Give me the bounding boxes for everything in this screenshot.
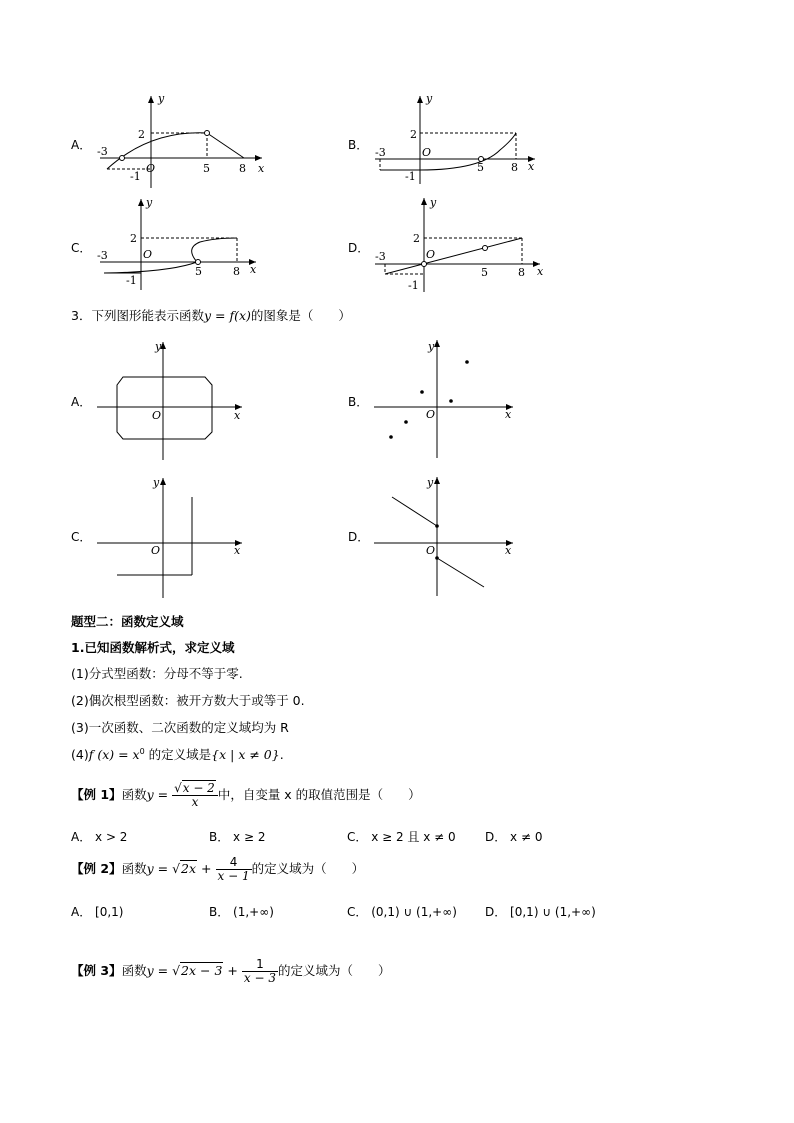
svg-text:O: O bbox=[143, 248, 153, 261]
q2-option-b-letter[interactable]: B． bbox=[348, 138, 369, 152]
section-title: 题型二：函数定义域 bbox=[71, 614, 184, 629]
svg-text:O: O bbox=[426, 408, 436, 421]
example-3-tag: 【例 3】 bbox=[71, 963, 122, 978]
example-3-stem: 【例 3】函数y = √2x − 3 + $\frac{1}{x - 3}$ 的定义域为（ ） bbox=[71, 957, 391, 985]
example-1-pre: 函数 bbox=[121, 787, 147, 802]
example-3-lhs: y = bbox=[146, 963, 169, 978]
svg-text:5: 5 bbox=[477, 161, 484, 174]
example-3-numerator: 1 bbox=[242, 958, 278, 972]
x-axis-label: x bbox=[258, 162, 265, 175]
rule-4-exp: 0 bbox=[139, 746, 145, 756]
svg-text:y: y bbox=[153, 476, 160, 489]
svg-text:-3: -3 bbox=[97, 249, 108, 262]
example-2-option-d[interactable]: D． [0,1) ∪ (1,+∞) bbox=[485, 905, 596, 919]
example-3-fraction bbox=[242, 958, 278, 985]
rule-4-func: f (x) = x bbox=[88, 747, 140, 762]
svg-text:-1: -1 bbox=[126, 274, 137, 287]
rule-3: (3)一次函数、二次函数的定义域均为 R bbox=[71, 720, 289, 735]
tick-label: 5 bbox=[203, 162, 210, 175]
y-axis-label: y bbox=[158, 92, 165, 105]
example-2-fraction bbox=[216, 856, 252, 883]
example-1-lhs: y = bbox=[146, 787, 169, 802]
example-1-option-b[interactable]: B． x ≥ 2 bbox=[209, 830, 266, 844]
rule-4-end: . bbox=[279, 747, 284, 762]
svg-text:y: y bbox=[426, 92, 433, 105]
example-2-stem: 【例 2】函数y = √2x + $\frac{4}{x - 1}$ 的定义域为（ ） bbox=[71, 855, 365, 883]
example-1-numerator: x − 2 bbox=[182, 781, 215, 795]
example-1-post: 中，自变量 x 的取值范围是（ ） bbox=[217, 787, 421, 802]
svg-text:2: 2 bbox=[410, 128, 417, 141]
svg-text:x: x bbox=[505, 544, 512, 557]
svg-text:x: x bbox=[250, 263, 257, 276]
svg-text:2: 2 bbox=[413, 232, 420, 245]
example-2-option-c[interactable]: C． (0,1) ∪ (1,+∞) bbox=[347, 905, 457, 919]
svg-text:O: O bbox=[426, 248, 436, 261]
tick-label: 2 bbox=[138, 128, 145, 141]
example-1-tag: 【例 1】 bbox=[71, 787, 122, 802]
svg-text:O: O bbox=[426, 544, 436, 557]
rule-4-mid: 的定义域是 bbox=[144, 747, 212, 762]
svg-text:y: y bbox=[146, 196, 153, 209]
example-2-numerator: 4 bbox=[216, 856, 252, 870]
svg-text:O: O bbox=[422, 146, 432, 159]
example-1-denominator: x bbox=[191, 795, 199, 809]
svg-text:y: y bbox=[155, 340, 162, 353]
svg-text:-1: -1 bbox=[408, 279, 419, 292]
example-1-option-c[interactable]: C． x ≥ 2 且 x ≠ 0 bbox=[347, 830, 456, 844]
example-3-denominator: x − 3 bbox=[243, 971, 276, 985]
svg-text:x: x bbox=[528, 160, 535, 173]
svg-text:5: 5 bbox=[481, 266, 488, 279]
example-2-option-a[interactable]: A． [0,1) bbox=[71, 905, 124, 919]
example-1-option-d[interactable]: D． x ≠ 0 bbox=[485, 830, 543, 844]
svg-text:y: y bbox=[427, 476, 434, 489]
svg-text:x: x bbox=[234, 544, 241, 557]
example-2-option-b[interactable]: B． (1,+∞) bbox=[209, 905, 274, 919]
svg-text:x: x bbox=[234, 409, 241, 422]
example-2-plus: + bbox=[201, 861, 212, 876]
rule-4-prefix: (4) bbox=[71, 747, 89, 762]
example-3-root: 2x − 3 bbox=[181, 963, 223, 978]
tick-label: -3 bbox=[97, 145, 108, 158]
rule-1: (1)分式型函数：分母不等于零. bbox=[71, 666, 243, 681]
svg-text:y: y bbox=[428, 340, 435, 353]
origin-label: O bbox=[146, 162, 156, 175]
svg-text:y: y bbox=[430, 196, 437, 209]
example-2-post: 的定义域为（ ） bbox=[251, 861, 365, 876]
svg-text:2: 2 bbox=[130, 232, 137, 245]
example-2-tag: 【例 2】 bbox=[71, 861, 122, 876]
example-2-root: 2x bbox=[181, 861, 197, 876]
svg-text:x: x bbox=[537, 265, 544, 278]
example-2-lhs: y = bbox=[146, 861, 169, 876]
q3-option-c-letter[interactable]: C． bbox=[71, 530, 92, 544]
svg-text:8: 8 bbox=[233, 265, 240, 278]
rule-2: (2)偶次根型函数：被开方数大于或等于 0. bbox=[71, 693, 305, 708]
q3-stem-text: 3．下列图形能表示函数 bbox=[71, 308, 204, 323]
q2-option-c-letter[interactable]: C． bbox=[71, 241, 92, 255]
example-2-denominator: x − 1 bbox=[217, 869, 250, 883]
svg-text:-1: -1 bbox=[405, 170, 416, 183]
section-subtitle: 1.已知函数解析式，求定义域 bbox=[71, 640, 235, 655]
example-3-pre: 函数 bbox=[121, 963, 147, 978]
q2-option-a-letter[interactable]: A． bbox=[71, 138, 92, 152]
svg-text:8: 8 bbox=[511, 161, 518, 174]
svg-text:8: 8 bbox=[518, 266, 525, 279]
svg-text:x: x bbox=[505, 408, 512, 421]
q3-option-a-letter[interactable]: A． bbox=[71, 395, 92, 409]
q3-stem-tail: 的图象是（ ） bbox=[250, 308, 351, 323]
example-3-plus: + bbox=[227, 963, 238, 978]
q3-option-d-letter[interactable]: D． bbox=[348, 530, 370, 544]
tick-label: 8 bbox=[239, 162, 246, 175]
rule-4 bbox=[71, 745, 284, 763]
q3-option-b-letter[interactable]: B． bbox=[348, 395, 369, 409]
rule-4-set: {x | x ≠ 0} bbox=[211, 747, 280, 762]
q3-func: y = f(x) bbox=[203, 308, 251, 323]
example-1-option-a[interactable]: A． x > 2 bbox=[71, 830, 128, 844]
example-1-stem bbox=[71, 782, 421, 809]
svg-text:O: O bbox=[151, 544, 161, 557]
q2-option-d-letter[interactable]: D． bbox=[348, 241, 370, 255]
svg-text:-3: -3 bbox=[375, 250, 386, 263]
example-3-post: 的定义域为（ ） bbox=[277, 963, 391, 978]
svg-text:-3: -3 bbox=[375, 146, 386, 159]
example-1-fraction: $\frac{√x - 2}{x}$ bbox=[172, 782, 218, 809]
svg-text:5: 5 bbox=[195, 265, 202, 278]
example-2-pre: 函数 bbox=[121, 861, 147, 876]
svg-text:O: O bbox=[152, 409, 162, 422]
tick-label: -1 bbox=[130, 170, 141, 183]
